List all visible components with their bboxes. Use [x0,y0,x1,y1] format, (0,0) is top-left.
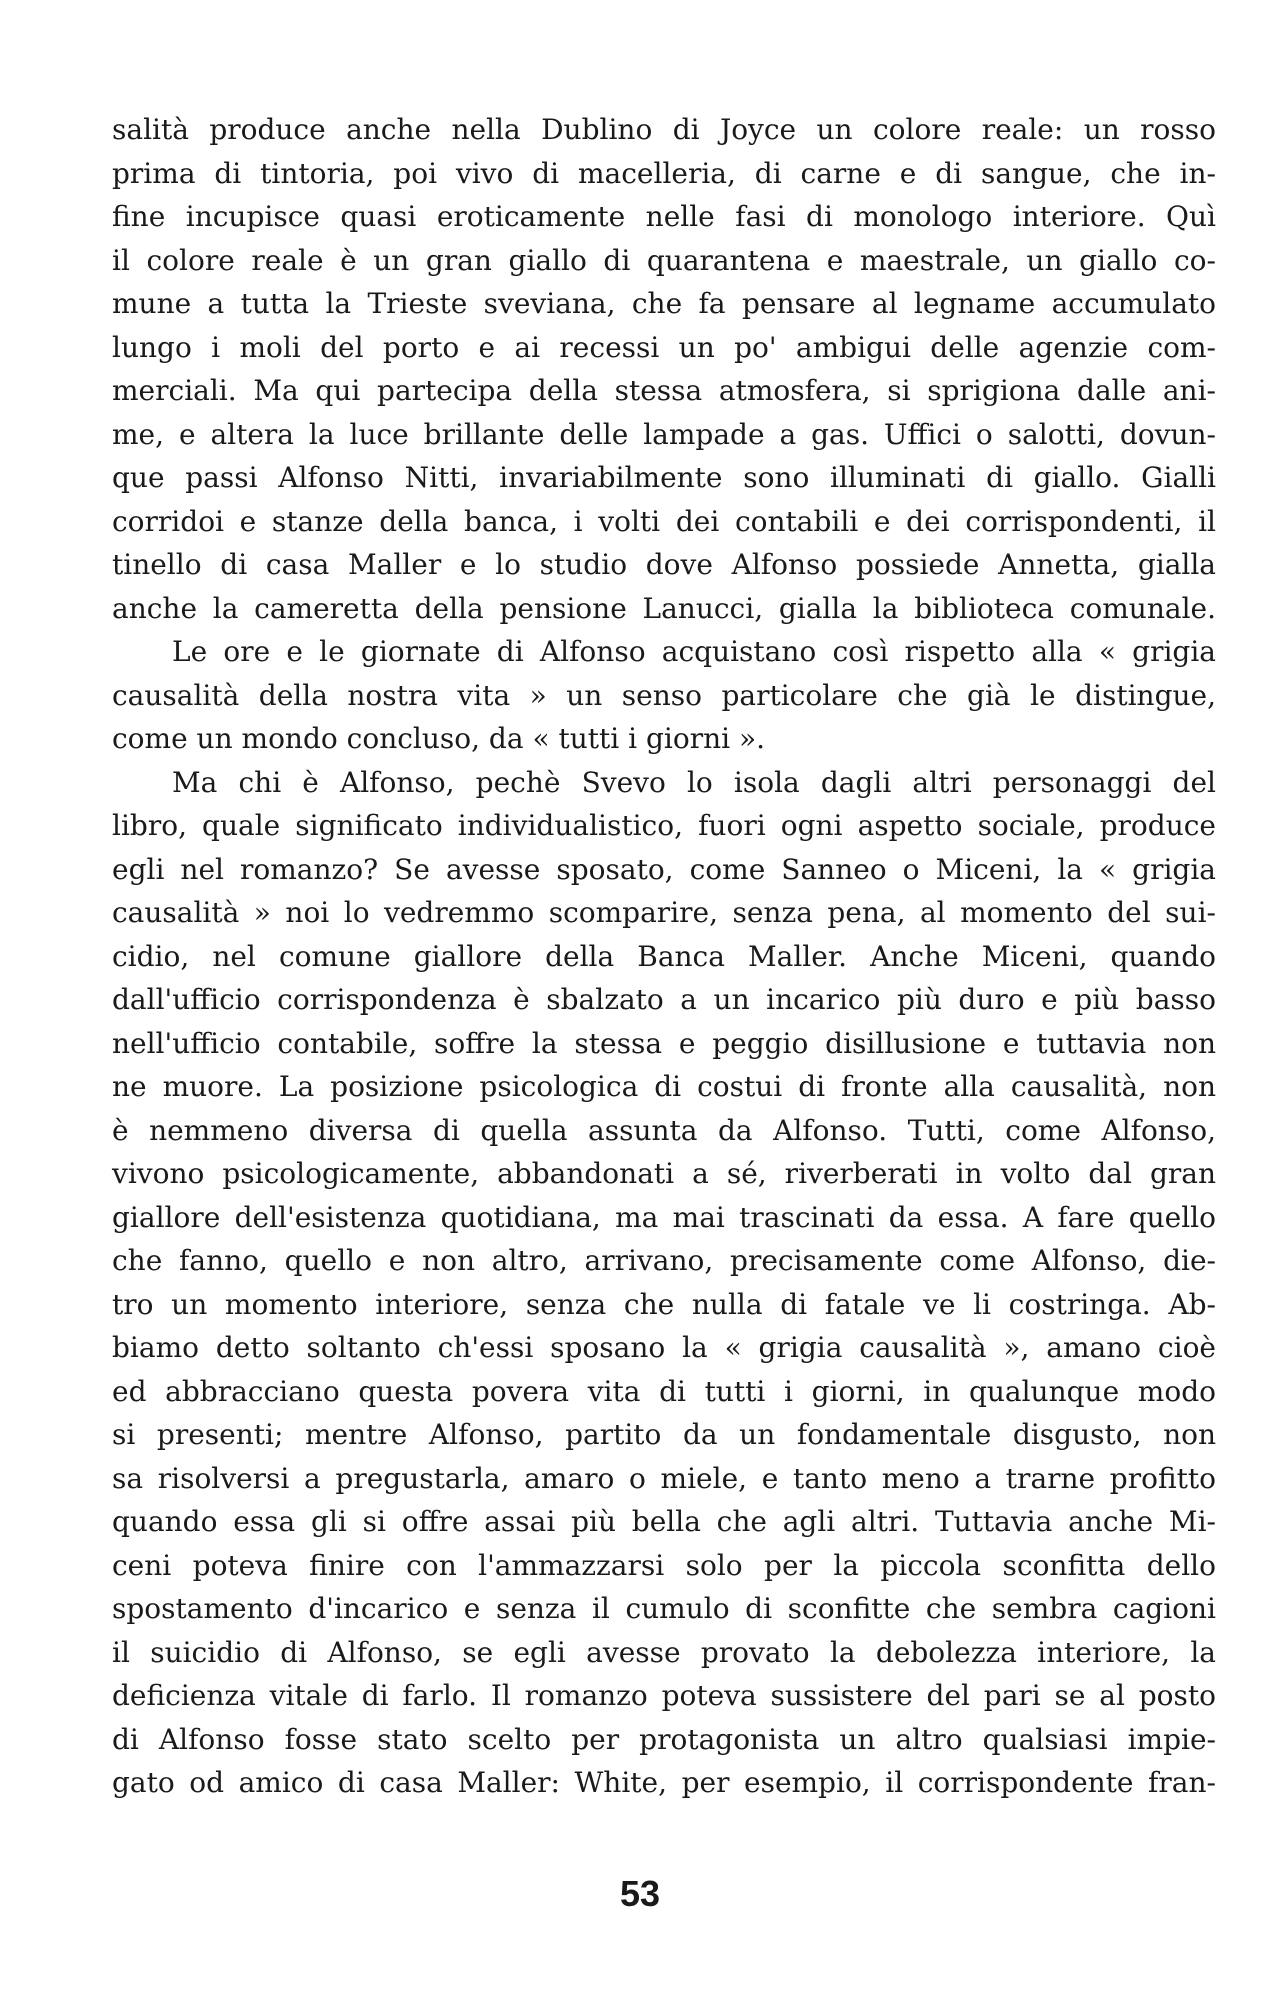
text-line: merciali. Ma qui partecipa della stessa atmosfera, si sprigiona dalle ani- [112,374,1216,407]
text-line: egli nel romanzo? Se avesse sposato, come Sanneo o Miceni, la « grigia [112,852,1216,886]
text-line: il suicidio di Alfonso, se egli avesse provato la debolezza interiore, la [112,1635,1216,1669]
text-line: gato od amico di casa Maller: White, per esempio, il corrispondente fran- [112,1766,1216,1799]
body-text [112,108,1216,1805]
text-line: come un mondo concluso, da « tutti i giorni ». [112,722,766,755]
text-line: si presenti; mentre Alfonso, partito da un fondamentale disgusto, non [112,1418,1216,1451]
text-line: dall'ufficio corrispondenza è sbalzato a un incarico più duro e più basso [112,983,1216,1016]
text-line: prima di tintoria, poi vivo di macelleria, di carne e di sangue, che in- [112,156,1216,190]
text-line: causalità della nostra vita » un senso particolare che già le distingue, [112,678,1216,712]
text-line: me, e altera la luce brillante delle lampade a gas. Uffici o salotti, dovun- [112,417,1216,451]
text-line: è nemmeno diversa di quella assunta da Alfonso. Tutti, come Alfonso, [112,1113,1216,1147]
text-line: ceni poteva finire con l'ammazzarsi solo per la piccola sconfitta dello [112,1548,1216,1582]
text-line: giallore dell'esistenza quotidiana, ma mai trascinati da essa. A fare quello [112,1200,1216,1234]
text-line: causalità » noi lo vedremmo scomparire, senza pena, al momento del sui- [112,896,1216,929]
text-line: Le ore e le giornate di Alfonso acquistano così rispetto alla « grigia [172,635,1216,668]
text-line: spostamento d'incarico e senza il cumulo di sconfitte che sembra cagioni [112,1592,1216,1625]
text-line: biamo detto soltanto ch'essi sposano la « grigia causalità », amano cioè [112,1331,1216,1364]
text-line: anche la cameretta della pensione Lanucci, gialla la biblioteca comunale. [112,591,1216,625]
text-line: di Alfonso fosse stato scelto per protagonista un altro qualsiasi impie- [112,1722,1216,1756]
text-line: libro, quale significato individualistico, fuori ogni aspetto sociale, produce [112,809,1216,842]
text-line: il colore reale è un gran giallo di quarantena e maestrale, un giallo co- [112,243,1216,277]
text-line: sa risolversi a pregustarla, amaro o miele, e tanto meno a trarne profitto [112,1461,1216,1495]
text-line: Ma chi è Alfonso, pechè Svevo lo isola dagli altri personaggi del [172,765,1216,799]
page-number: 53 [619,1873,661,1914]
text-line: ne muore. La posizione psicologica di costui di fronte alla causalità, non [112,1070,1216,1103]
text-line: ed abbracciano questa povera vita di tutti i giorni, in qualunque modo [112,1374,1216,1408]
text-line: quando essa gli si offre assai più bella che agli altri. Tuttavia anche Mi- [112,1505,1216,1538]
text-line: deficienza vitale di farlo. Il romanzo poteva sussistere del pari se al posto [112,1679,1216,1712]
text-line: nell'ufficio contabile, soffre la stessa e peggio disillusione e tuttavia non [112,1026,1216,1060]
text-line: que passi Alfonso Nitti, invariabilmente sono illuminati di giallo. Gialli [112,461,1216,494]
text-line: mune a tutta la Trieste sveviana, che fa pensare al legname accumulato [112,287,1216,320]
text-line: tinello di casa Maller e lo studio dove Alfonso possiede Annetta, gialla [112,548,1216,581]
text-line: corridoi e stanze della banca, i volti dei contabili e dei corrispondenti, il [112,504,1216,538]
text-line: cidio, nel comune giallore della Banca Maller. Anche Miceni, quando [112,939,1216,973]
text-line: che fanno, quello e non altro, arrivano, precisamente come Alfonso, die- [112,1244,1216,1277]
text-line: fine incupisce quasi eroticamente nelle fasi di monologo interiore. Quì [112,200,1216,233]
text-line: salità produce anche nella Dublino di Joyce un colore reale: un rosso [112,113,1216,146]
text-line: vivono psicologicamente, abbandonati a sé, riverberati in volto dal gran [112,1157,1216,1190]
text-line: tro un momento interiore, senza che nulla di fatale ve li costringa. Ab- [112,1287,1216,1321]
text-line: lungo i moli del porto e ai recessi un po' ambigui delle agenzie com- [112,330,1216,364]
